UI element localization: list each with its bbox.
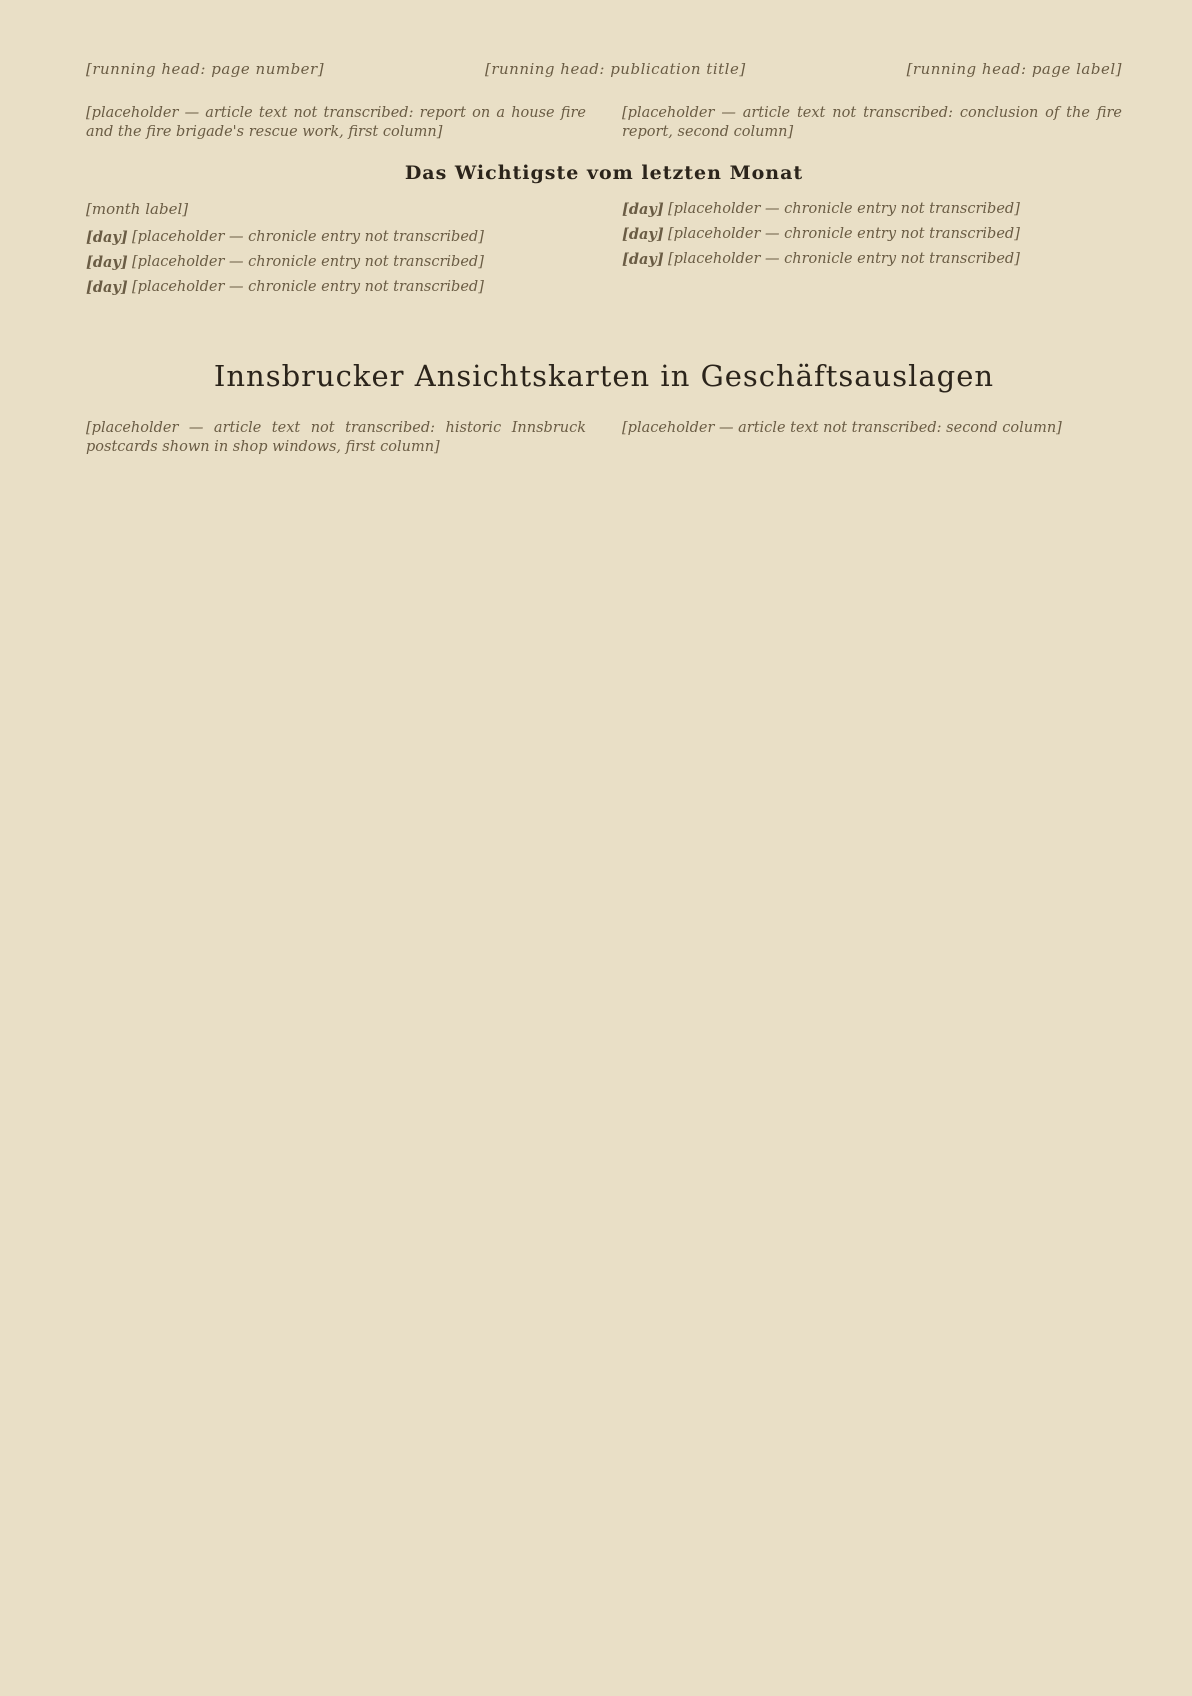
chronicle-entry	[86, 278, 586, 297]
page-number: [running head: page number]	[86, 60, 325, 78]
chronicle-entry	[86, 228, 586, 247]
entry-text: [placeholder — chronicle entry not transcribed]	[132, 254, 484, 270]
chronicle	[86, 200, 1122, 303]
chronicle-entry	[86, 253, 586, 272]
publication-title: [running head: publication title]	[484, 60, 746, 78]
chronicle-right-column	[622, 200, 1122, 303]
postcards-right-column	[622, 419, 1122, 457]
postcards-text-right: [placeholder — article text not transcribed: second column]	[622, 420, 1062, 436]
entry-text: [placeholder — chronicle entry not transcribed]	[668, 226, 1020, 242]
page-label: [running head: page label]	[906, 60, 1122, 78]
chronicle-month: [month label]	[86, 200, 189, 218]
chronicle-entry	[622, 225, 1122, 244]
chronicle-left-column	[86, 200, 586, 303]
postcards-article	[86, 419, 1122, 457]
fire-report-text-left: [placeholder — article text not transcribed: report on a house fire and the fire brigade's rescue work, first column]	[86, 105, 586, 140]
entry-day: [day]	[86, 279, 128, 296]
postcards-article-title: Innsbrucker Ansichtskarten in Geschäftsauslagen	[213, 359, 995, 393]
entry-day: [day]	[86, 229, 128, 246]
entry-day: [day]	[86, 254, 128, 271]
postcards-left-column	[86, 419, 586, 457]
entry-text: [placeholder — chronicle entry not transcribed]	[668, 201, 1020, 217]
chronicle-entry	[622, 250, 1122, 269]
entry-day: [day]	[622, 251, 664, 268]
postcards-text-left: [placeholder — article text not transcribed: historic Innsbruck postcards shown in shop windows, first column]	[86, 420, 586, 455]
running-head	[86, 60, 1122, 78]
fire-report	[86, 104, 1122, 142]
entry-day: [day]	[622, 201, 664, 218]
fire-report-text-right: [placeholder — article text not transcribed: conclusion of the fire report, second column]	[622, 105, 1122, 140]
chronicle-entry	[622, 200, 1122, 219]
entry-text: [placeholder — chronicle entry not transcribed]	[668, 251, 1020, 267]
entry-text: [placeholder — chronicle entry not transcribed]	[132, 279, 484, 295]
fire-report-right-column	[622, 104, 1122, 142]
entry-day: [day]	[622, 226, 664, 243]
entry-text: [placeholder — chronicle entry not transcribed]	[132, 229, 484, 245]
fire-report-left-column	[86, 104, 586, 142]
chronicle-heading: Das Wichtigste vom letzten Monat	[404, 162, 804, 184]
